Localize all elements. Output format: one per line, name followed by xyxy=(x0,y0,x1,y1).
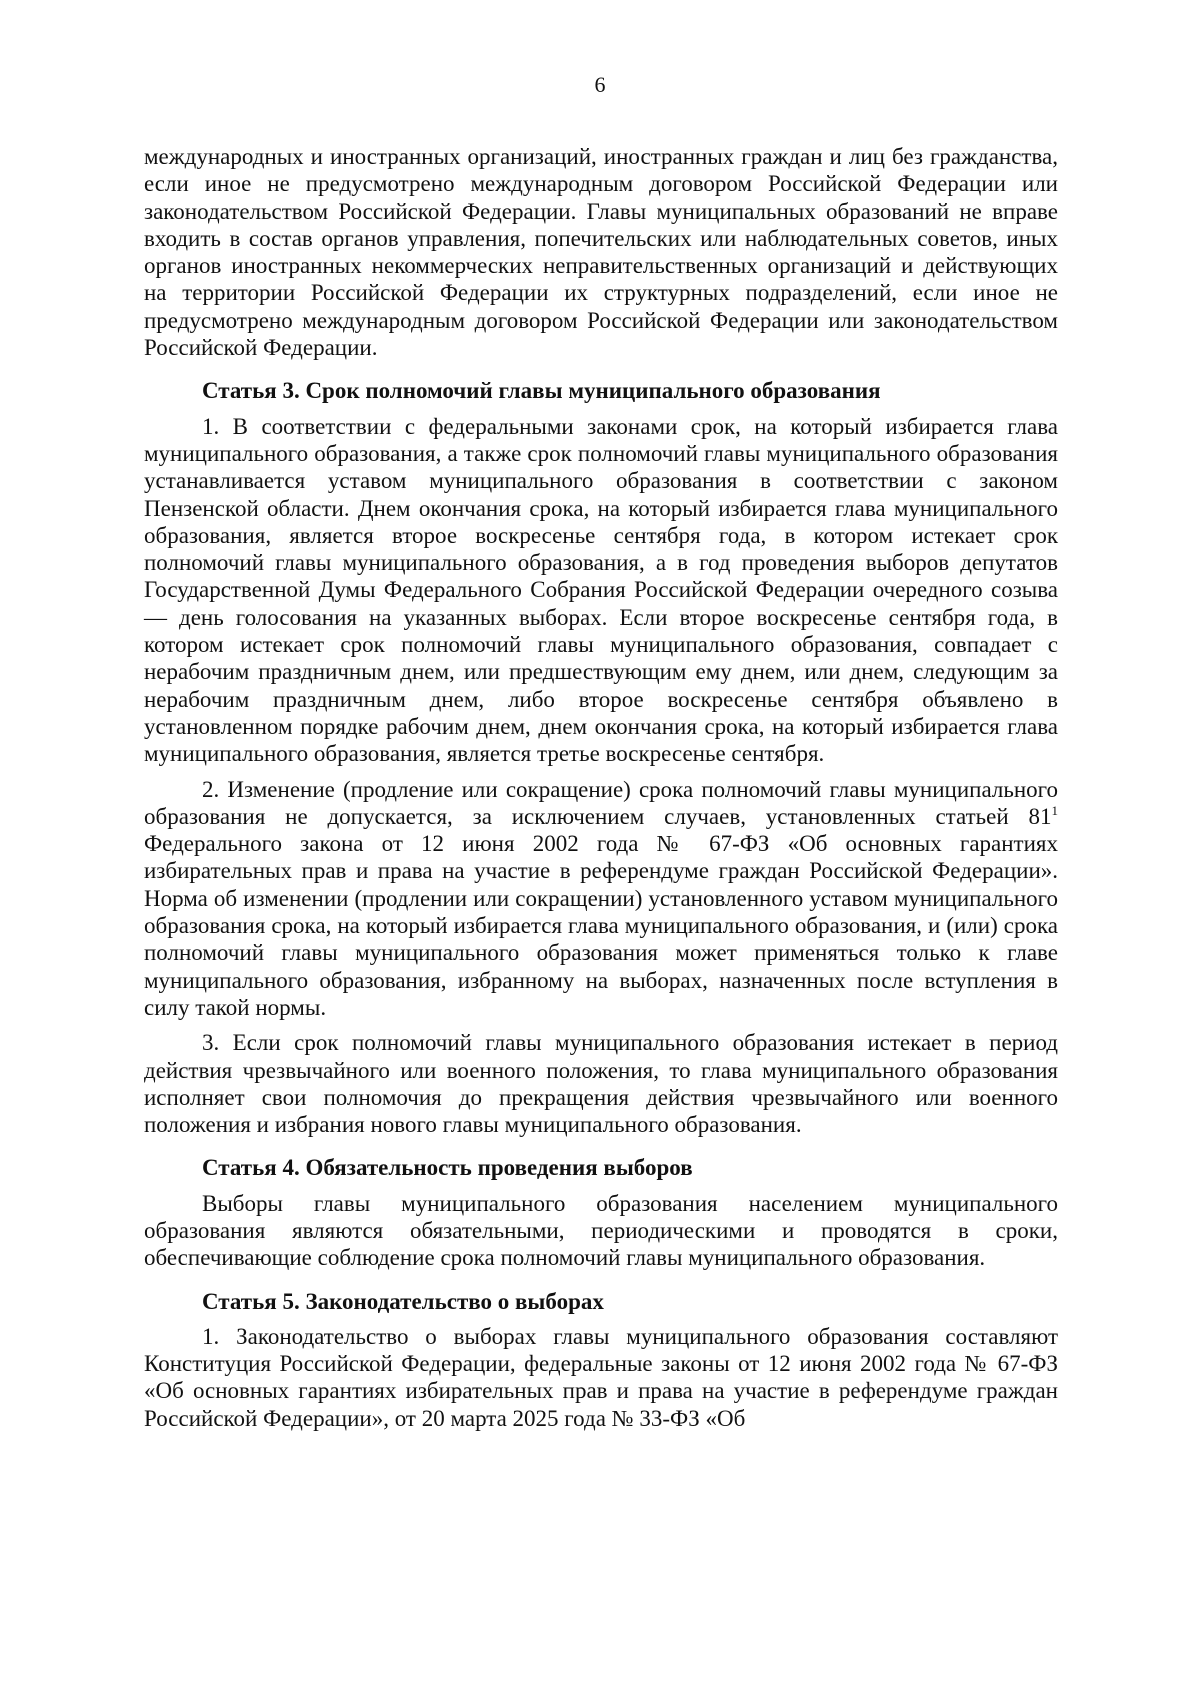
article-4-heading: Статья 4. Обязательность проведения выборов xyxy=(202,1155,693,1181)
article-3-paragraph-2 xyxy=(144,776,1058,1022)
article-3-heading: Статья 3. Срок полномочий главы муниципального образования xyxy=(202,378,881,404)
page-number: 6 xyxy=(594,72,606,97)
superscript-1: 1 xyxy=(1051,802,1058,818)
document-body xyxy=(144,143,1058,1432)
article-5-heading: Статья 5. Законодательство о выборах xyxy=(202,1288,604,1314)
article-3-paragraph-2-text-b: Федерального закона от 12 июня 2002 года № 67-ФЗ «Об основных гарантиях избирательных прав и права на участие в референдуме граждан Российской Федерации». Норма об изменении (продлении или сокращении) установленного уставом муниципального образования срока, на который избирается глава муниципального образования, и (или) срока полномочий главы муниципального образования может применяться только к главе муниципального образования, избранному на выборах, назначенных после вступления в силу такой нормы. xyxy=(144,831,1058,1020)
intro-paragraph: международных и иностранных организаций, иностранных граждан и лиц без гражданства, если иное не предусмотрено международным договором Российской Федерации или законодательством Российской Федерации. Главы муниципальных образований не вправе входить в состав органов управления, попечительских или наблюдательных советов, иных органов иностранных некоммерческих неправительственных организаций и действующих на территории Российской Федерации их структурных подразделений, если иное не предусмотрено международным договором Российской Федерации или законодательством Российской Федерации. xyxy=(144,144,1058,361)
article-3-paragraph-3: 3. Если срок полномочий главы муниципального образования истекает в период действия чрезвычайного или военного положения, то глава муниципального образования исполняет свои полномочия до прекращения действия чрезвычайного или военного положения и избрания нового главы муниципального образования. xyxy=(144,1030,1058,1138)
article-3-paragraph-2-text-a: 2. Изменение (продление или сокращение) срока полномочий главы муниципального образования не допускается, за исключением случаев, установленных статьей 81 xyxy=(144,776,1058,829)
article-3-paragraph-1: 1. В соответствии с федеральными законами срок, на который избирается глава муниципального образования, а также срок полномочий главы муниципального образования устанавливается уставом муниципального образования в соответствии с законом Пензенской области. Днем окончания срока, на который избирается глава муниципального образования, является второе воскресенье сентября года, в котором истекает срок полномочий главы муниципального образования, а в год проведения выборов депутатов Государственной Думы Федерального Собрания Российской Федерации очередного созыва — день голосования на указанных выборах. Если второе воскресенье сентября года, в котором истекает срок полномочий главы муниципального образования, совпадает с нерабочим праздничным днем, или предшествующим ему днем, или днем, следующим за нерабочим праздничным днем, либо второе воскресенье сентября объявлено в установленном порядке рабочим днем, днем окончания срока, на который избирается глава муниципального образования, является третье воскресенье сентября. xyxy=(144,413,1058,767)
article-4-paragraph-1: Выборы главы муниципального образования населением муниципального образования являются обязательными, периодическими и проводятся в сроки, обеспечивающие соблюдение срока полномочий главы муниципального образования. xyxy=(144,1190,1058,1271)
article-5-paragraph-1: 1. Законодательство о выборах главы муниципального образования составляют Конституция Российской Федерации, федеральные законы от 12 июня 2002 года № 67-ФЗ «Об основных гарантиях избирательных прав и права на участие в референдуме граждан Российской Федерации», от 20 марта 2025 года № 33-ФЗ «Об xyxy=(144,1323,1058,1431)
